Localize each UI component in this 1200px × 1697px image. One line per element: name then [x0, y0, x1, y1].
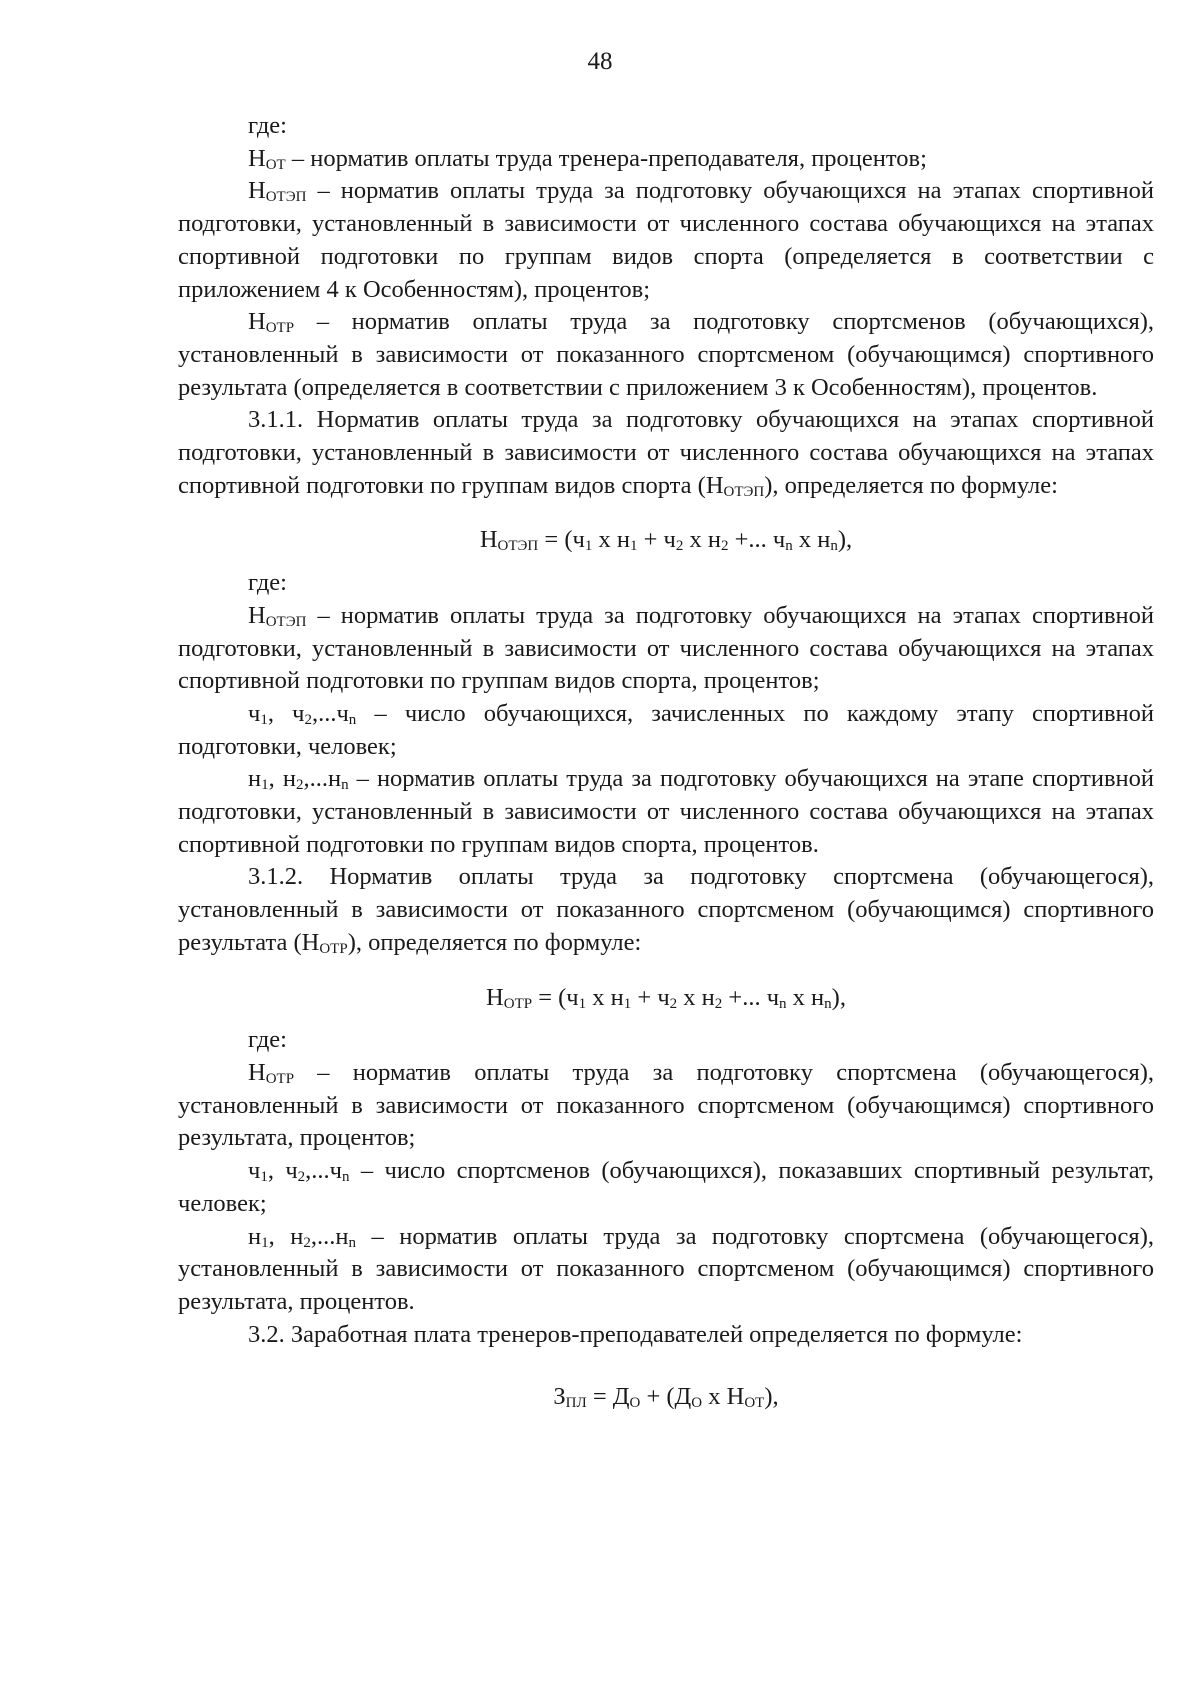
subscript: ОТЭП — [265, 189, 307, 206]
text-run: 3.1.1. Норматив оплаты труда за подготовку обучающихся на этапах спортивной подготовки, установленный в зависимости от численного состава обучающихся на этапах спортивной подготовки по группам видов спорта (Н — [178, 406, 1154, 499]
paragraph — [178, 763, 1154, 861]
subscript: ОТР — [265, 320, 295, 337]
text-run: х н — [592, 526, 630, 554]
subscript: О — [629, 1395, 641, 1412]
text-run: 3.1.2. Норматив оплаты труда за подготовку спортсмена (обучающегося), установленный в зависимости от показанного спортсменом (обучающимся) спортивного результата (Н — [178, 863, 1154, 956]
text-run: – норматив оплаты труда тренера-преподавателя, процентов; — [285, 144, 927, 172]
text-run: х н — [786, 983, 825, 1011]
text-run: Н — [248, 144, 266, 172]
text-run: х н — [677, 983, 715, 1011]
text-run: ч — [248, 699, 261, 727]
subscript: n — [824, 995, 832, 1012]
text-run: Н — [486, 983, 504, 1011]
subscript: 1 — [260, 1169, 268, 1186]
subscript: ОТР — [319, 940, 348, 957]
formula — [178, 524, 1154, 557]
text-run: ), определяется по формуле: — [347, 928, 642, 956]
subscript: n — [341, 1169, 350, 1186]
subscript: 2 — [304, 711, 312, 728]
text-run: где: — [248, 1026, 287, 1054]
text-run: ,...ч — [305, 1157, 342, 1185]
subscript: ОТР — [265, 1070, 295, 1087]
subscript: ОТР — [503, 995, 533, 1012]
text-run: 3.2. Заработная плата тренеров-преподавателей определяется по формуле: — [248, 1320, 1023, 1348]
paragraph — [178, 600, 1154, 698]
paragraph — [178, 1057, 1154, 1155]
page-number: 48 — [587, 48, 613, 75]
subscript: n — [348, 1234, 356, 1251]
text-run: ,...н — [303, 765, 342, 793]
subscript: 1 — [623, 995, 632, 1012]
text-run: = Д — [586, 1383, 630, 1411]
subscript: 1 — [261, 777, 269, 794]
subscript: 2 — [714, 995, 723, 1012]
text-run: Н — [248, 601, 266, 629]
text-run: х Н — [702, 1383, 745, 1411]
subscript: 1 — [261, 1234, 269, 1251]
text-run: ), — [837, 526, 853, 554]
text-run: н — [248, 1222, 262, 1250]
text-run: – число спортсменов (обучающихся), показавших спортивный результат, человек; — [178, 1157, 1154, 1217]
text-run: где: — [248, 112, 287, 139]
text-run: – число обучающихся, зачисленных по каждому этапу спортивной подготовки, человек; — [178, 699, 1155, 760]
paragraph — [178, 861, 1154, 959]
paragraph — [178, 698, 1154, 763]
paragraph — [178, 306, 1154, 404]
subscript: ПЛ — [565, 1395, 587, 1412]
text-run: = (ч — [538, 526, 585, 554]
text-run: – норматив оплаты труда за подготовку спортсмена (обучающегося), установленный в зависимости от показанного спортсменом (обучающимся) спортивного результата, процентов; — [178, 1058, 1154, 1152]
paragraph — [178, 567, 1154, 600]
text-run: ), определяется по формуле: — [764, 471, 1058, 499]
text-run: ,...н — [310, 1222, 349, 1250]
subscript: n — [779, 995, 787, 1012]
paragraph — [178, 1319, 1154, 1352]
text-run: ч — [248, 1157, 261, 1185]
subscript: 2 — [295, 777, 304, 794]
paragraph — [178, 110, 1154, 143]
paragraph — [178, 1155, 1154, 1220]
subscript: 2 — [720, 538, 729, 555]
subscript: 1 — [578, 995, 587, 1012]
subscript: 1 — [629, 538, 638, 555]
text-run: З — [553, 1383, 566, 1411]
text-run: – норматив оплаты труда за подготовку обучающихся на этапе спортивной подготовки, установленный в зависимости от численного состава обучающихся на этапах спортивной подготовки по группам видов спорта, процентов. — [178, 765, 1154, 858]
subscript: n — [348, 711, 357, 728]
subscript: 1 — [260, 711, 268, 728]
subscript: n — [341, 777, 349, 794]
text-run: Н — [248, 1058, 266, 1086]
text-run: – норматив оплаты труда за подготовку обучающихся на этапах спортивной подготовки, установленный в зависимости от численного состава обучающихся на этапах спортивной подготовки по группам видов спорта, процентов; — [178, 601, 1154, 695]
text-run: +... ч — [728, 526, 786, 554]
text-run: + (Д — [640, 1383, 692, 1411]
formula — [178, 982, 1154, 1015]
text-run: + ч — [631, 983, 670, 1011]
text-run: ), — [831, 983, 846, 1011]
formula — [178, 1381, 1154, 1414]
subscript: ОТ — [265, 156, 286, 173]
text-run: Н — [479, 526, 498, 554]
text-run: х н — [586, 983, 624, 1011]
text-run: Н — [248, 177, 266, 205]
text-run: н — [248, 765, 262, 793]
subscript: n — [830, 538, 838, 555]
subscript: О — [691, 1395, 703, 1412]
text-run: + ч — [637, 526, 676, 554]
text-run: – норматив оплаты труда за подготовку обучающихся на этапах спортивной подготовки, установленный в зависимости от численного состава обучающихся на этапах спортивной подготовки по группам видов спорта (определяется в соответствии с приложением 4 к Особенностям), процентов; — [178, 177, 1154, 303]
subscript: 2 — [303, 1234, 311, 1251]
text-run: , н — [268, 765, 296, 793]
subscript: 1 — [584, 538, 593, 555]
text-run: , н — [268, 1222, 304, 1250]
text-run: , ч — [267, 1157, 298, 1185]
paragraph — [178, 143, 1154, 176]
text-run: где: — [248, 569, 287, 597]
text-run: +... ч — [722, 983, 780, 1011]
text-run: х н — [683, 526, 721, 554]
text-run: – норматив оплаты труда за подготовку спортсменов (обучающихся), установленный в зависимости от показанного спортсменом (обучающимся) спортивного результата (определяется в соответствии с приложением 3 к Особенностям), процентов. — [178, 308, 1154, 401]
paragraph — [178, 175, 1154, 306]
text-run: Н — [248, 308, 266, 336]
text-run: ), — [764, 1383, 779, 1411]
text-run: х н — [792, 526, 831, 554]
text-run: , ч — [267, 699, 305, 727]
text-run: – норматив оплаты труда за подготовку спортсмена (обучающегося), установленный в зависимости от показанного спортсменом (обучающимся) спортивного результата, процентов. — [178, 1222, 1154, 1315]
paragraph — [178, 1221, 1154, 1319]
subscript: 2 — [669, 995, 678, 1012]
text-run: ,...ч — [311, 699, 349, 727]
document-body — [178, 110, 1154, 1424]
subscript: 2 — [297, 1169, 306, 1186]
subscript: 2 — [675, 538, 684, 555]
subscript: ОТЭП — [265, 613, 307, 630]
paragraph — [178, 404, 1154, 502]
text-run: = (ч — [532, 983, 579, 1011]
subscript: ОТЭП — [497, 538, 539, 555]
subscript: ОТЭП — [723, 483, 765, 500]
paragraph — [178, 1024, 1154, 1057]
subscript: n — [785, 538, 793, 555]
subscript: ОТ — [744, 1395, 765, 1412]
